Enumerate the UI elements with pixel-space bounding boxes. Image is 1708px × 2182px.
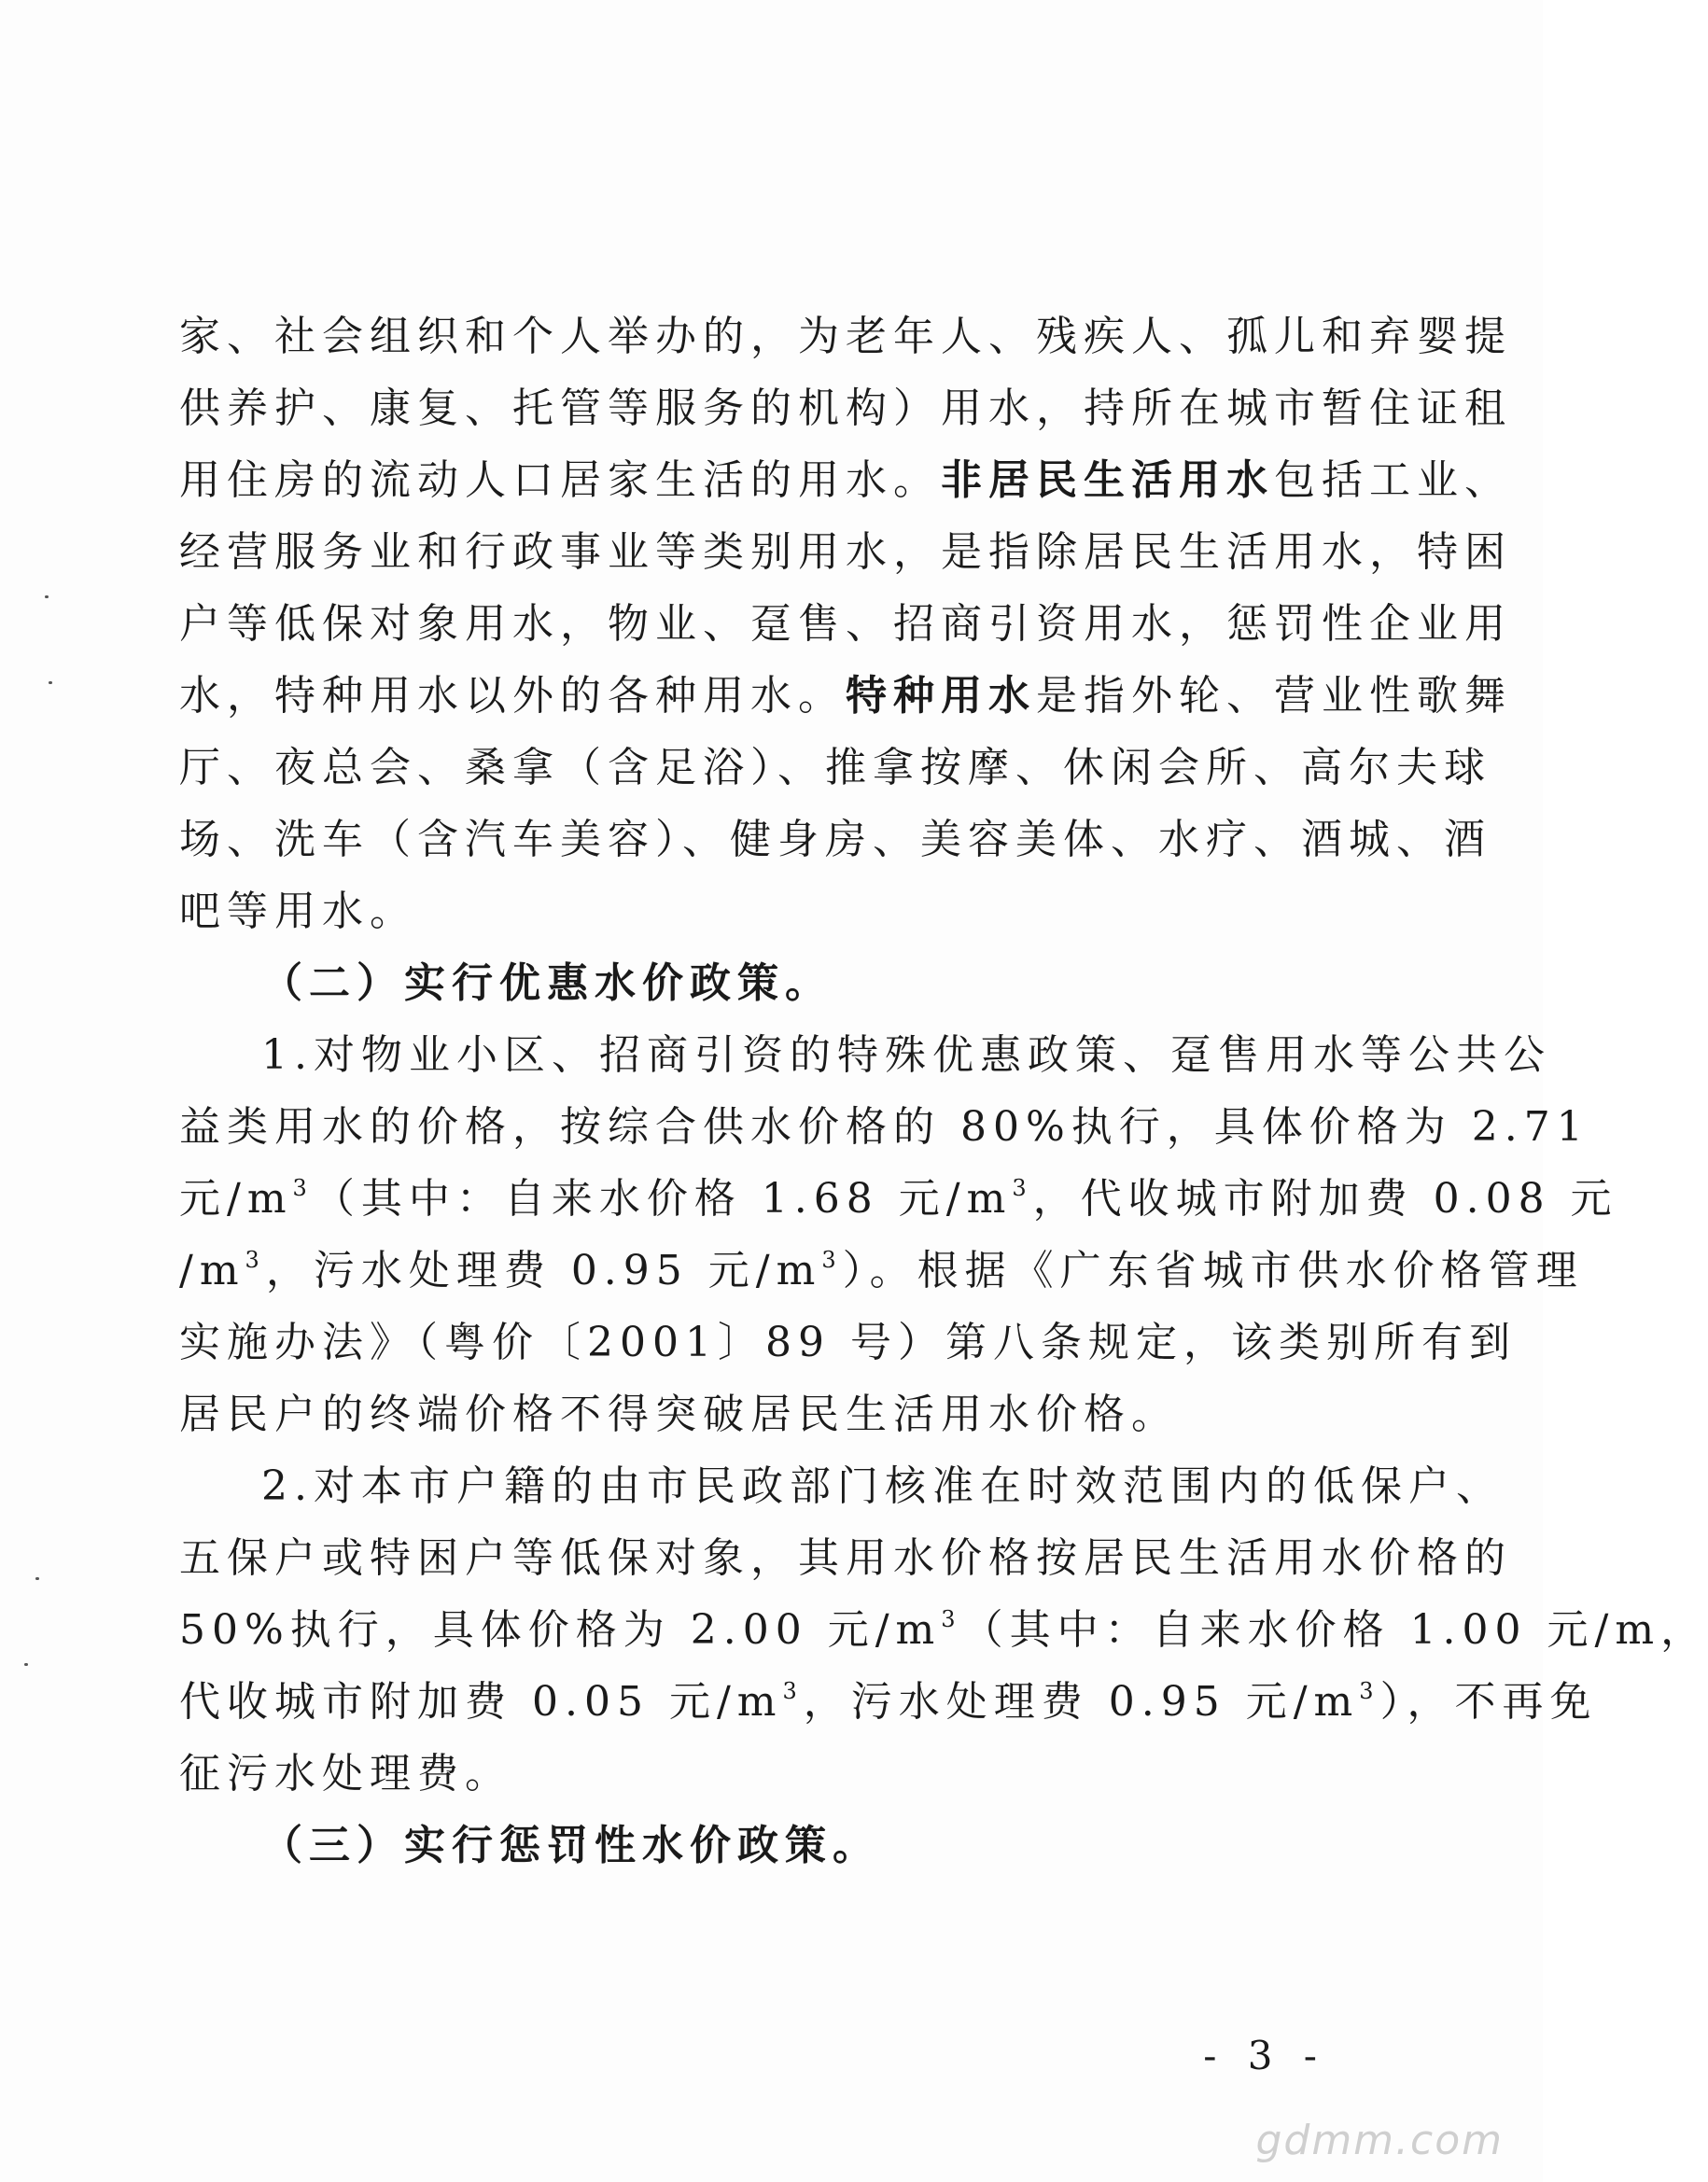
text-segment: 征污水处理费。 bbox=[179, 1750, 512, 1797]
text-segment: 吧等用水。 bbox=[179, 888, 417, 935]
text-segment: 1.对物业小区、招商引资的特殊优惠政策、趸售用水等公共公 bbox=[261, 1031, 1551, 1079]
text-segment: 是指外轮、营业性歌舞 bbox=[1036, 672, 1512, 720]
site-watermark: gdmm.com bbox=[1255, 2117, 1504, 2164]
superscript: 3 bbox=[1012, 1175, 1033, 1201]
text-segment: 五保户或特困户等低保对象，其用水价格按居民生活用水价格的 bbox=[179, 1534, 1512, 1582]
section-heading bbox=[179, 947, 1333, 1019]
bold-term: 特种用水 bbox=[846, 672, 1036, 720]
text-segment: 厅、夜总会、桑拿（含足浴）、推拿按摩、休闲会所、高尔夫球 bbox=[179, 744, 1491, 791]
superscript: 3 bbox=[941, 1606, 962, 1632]
text-segment: /m bbox=[179, 1247, 245, 1294]
text-line bbox=[179, 660, 1512, 732]
text-line bbox=[179, 1594, 1708, 1666]
text-segment: 用住房的流动人口居家生活的用水。 bbox=[179, 456, 941, 504]
text-segment: 家、社会组织和个人举办的，为老年人、残疾人、孤儿和弃婴提 bbox=[179, 313, 1512, 360]
document-body bbox=[179, 301, 1708, 1881]
text-segment: ，污水处理费 0.95 元/m bbox=[265, 1247, 822, 1294]
text-segment: 益类用水的价格，按综合供水价格的 80%执行，具体价格为 2.71 bbox=[179, 1103, 1589, 1151]
text-segment: 场、洗车（含汽车美容）、健身房、美容美体、水疗、酒城、酒 bbox=[179, 816, 1491, 863]
text-segment: 实施办法》（粤价〔2001〕89 号）第八条规定，该类别所有到 bbox=[179, 1319, 1517, 1366]
text-line bbox=[179, 516, 1512, 588]
scan-speck bbox=[45, 595, 49, 598]
text-segment: 居民户的终端价格不得突破居民生活用水价格。 bbox=[179, 1391, 1179, 1438]
text-segment: ，代收城市附加费 0.08 元 bbox=[1032, 1175, 1618, 1223]
text-segment: 50%执行，具体价格为 2.00 元/m bbox=[179, 1606, 942, 1654]
text-line bbox=[179, 444, 1512, 516]
text-segment: 水，特种用水以外的各种用水。 bbox=[179, 672, 846, 720]
text-line bbox=[179, 804, 1491, 875]
text-segment: 包括工业、 bbox=[1274, 456, 1512, 504]
text-segment: （其中：自来水价格 1.68 元/m bbox=[313, 1175, 1013, 1223]
text-line bbox=[179, 1091, 1589, 1163]
text-line bbox=[179, 1378, 1333, 1450]
text-segment: ，污水处理费 0.95 元/m bbox=[803, 1678, 1360, 1726]
text-line bbox=[179, 1163, 1618, 1235]
text-line bbox=[179, 301, 1512, 372]
scan-speck bbox=[35, 1577, 39, 1580]
superscript: 3 bbox=[245, 1247, 266, 1273]
text-segment: 户等低保对象用水，物业、趸售、招商引资用水，惩罚性企业用 bbox=[179, 600, 1512, 648]
superscript: 3 bbox=[292, 1175, 314, 1201]
text-line bbox=[179, 588, 1512, 660]
text-segment: 代收城市附加费 0.05 元/m bbox=[179, 1678, 783, 1726]
text-segment: 经营服务业和行政事业等类别用水，是指除居民生活用水，特困 bbox=[179, 528, 1512, 576]
superscript: 3 bbox=[782, 1678, 804, 1704]
bold-term: （二）实行优惠水价政策。 bbox=[261, 959, 833, 1007]
text-line bbox=[179, 1666, 1598, 1738]
bold-term: 非居民生活用水 bbox=[941, 456, 1274, 504]
superscript: 3 bbox=[1359, 1678, 1380, 1704]
scan-speck bbox=[24, 1663, 28, 1666]
superscript: 3 bbox=[821, 1247, 843, 1273]
text-line bbox=[179, 1019, 1551, 1091]
text-line bbox=[179, 372, 1512, 444]
text-segment: 供养护、康复、托管等服务的机构）用水，持所在城市暂住证租 bbox=[179, 385, 1512, 432]
page-number: - 3 - bbox=[1203, 2033, 1326, 2078]
text-line bbox=[179, 1450, 1504, 1522]
section-heading bbox=[179, 1810, 1333, 1881]
bold-term: （三）实行惩罚性水价政策。 bbox=[261, 1822, 880, 1869]
text-line bbox=[179, 1738, 1333, 1810]
text-line bbox=[179, 732, 1491, 804]
text-line bbox=[179, 875, 1333, 947]
text-segment: ）。根据《广东省城市供水价格管理 bbox=[842, 1247, 1584, 1294]
text-line bbox=[179, 1307, 1517, 1378]
text-segment: （其中：自来水价格 1.00 元/m， bbox=[961, 1606, 1708, 1654]
scan-speck bbox=[49, 681, 52, 684]
text-segment: ），不再免 bbox=[1379, 1678, 1598, 1726]
text-line bbox=[179, 1235, 1584, 1307]
text-segment: 2.对本市户籍的由市民政部门核准在时效范围内的低保户、 bbox=[261, 1462, 1504, 1510]
text-segment: 元/m bbox=[179, 1175, 293, 1223]
text-line bbox=[179, 1522, 1512, 1594]
